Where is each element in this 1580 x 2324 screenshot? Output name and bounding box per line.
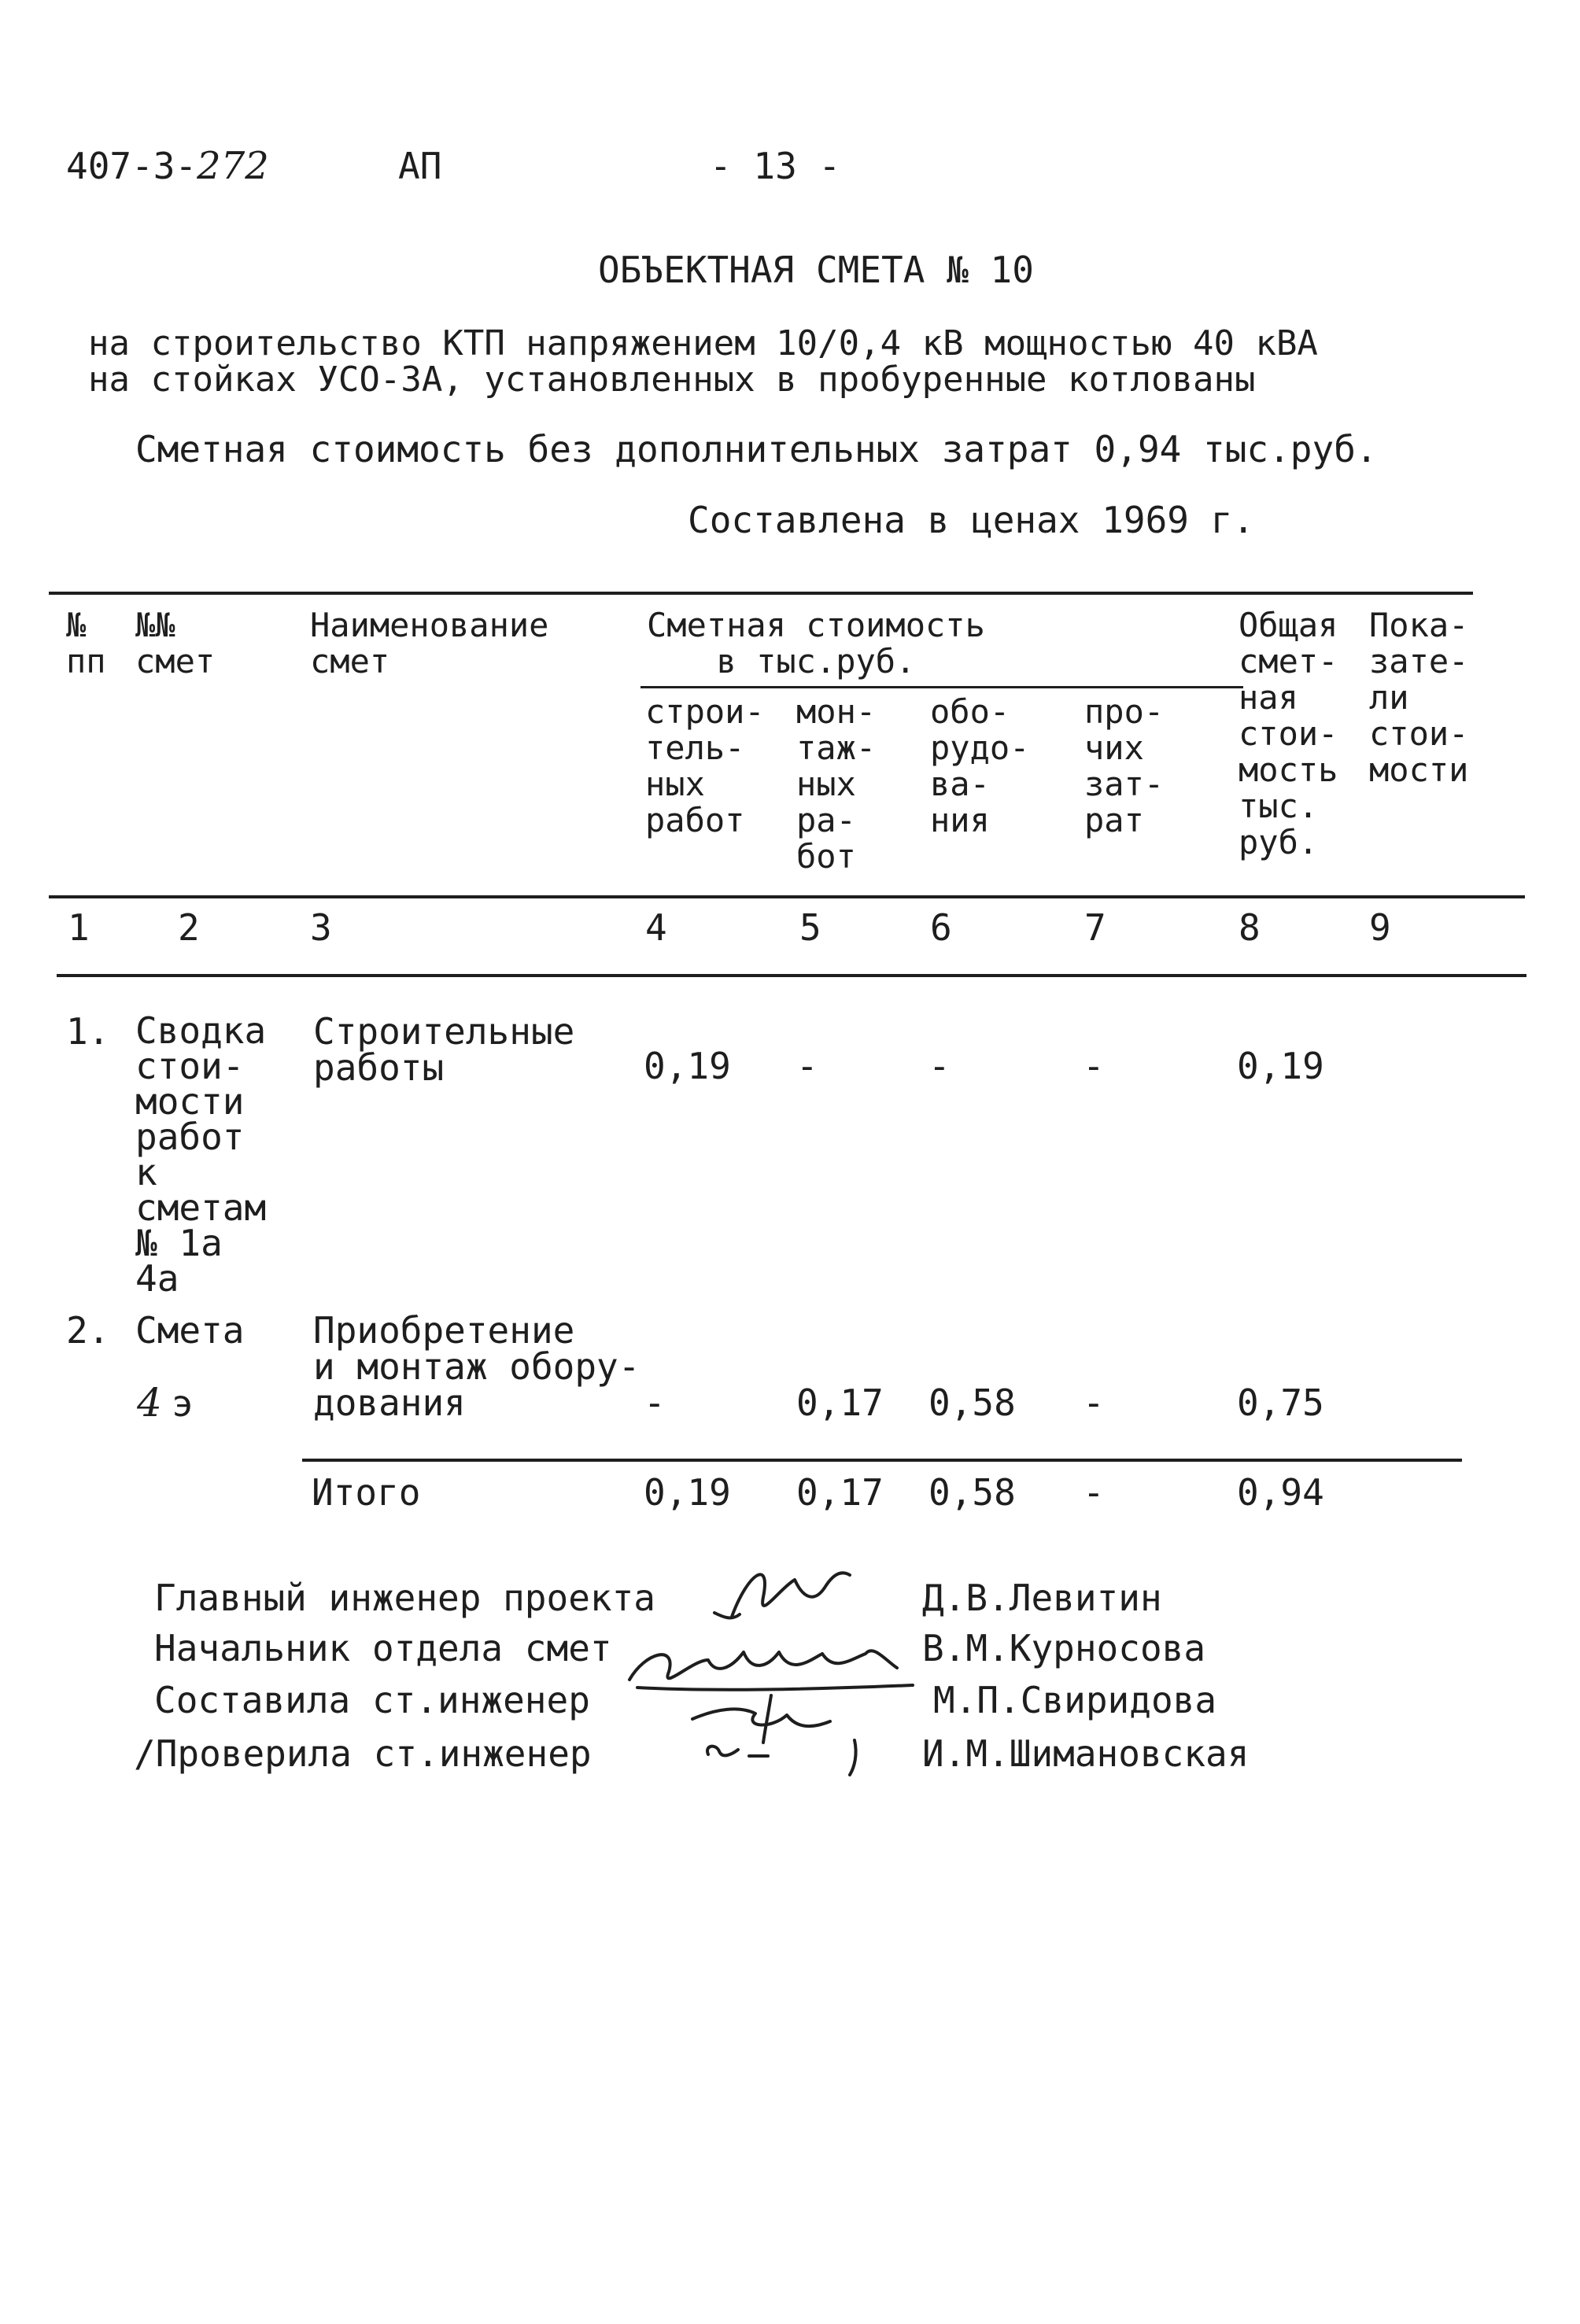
row-other: - <box>1083 1045 1105 1087</box>
signature-role: /Проверила ст.инженер <box>134 1732 592 1775</box>
header-row-number: № пп <box>66 606 106 681</box>
column-number-4: 4 <box>645 906 667 949</box>
doc-code-printed: 407-3- <box>66 145 198 187</box>
total-rule <box>302 1459 1462 1462</box>
column-number-5: 5 <box>799 906 821 949</box>
column-number-6: 6 <box>930 906 952 949</box>
header-equipment: обо- рудо- ва- ния <box>930 692 1030 839</box>
row-number: 1. <box>66 1010 110 1053</box>
column-number-1: 1 <box>68 906 90 949</box>
doc-code <box>66 146 269 186</box>
estimate-cost-line: Сметная стоимость без дополнительных затрат 0,94 тыс.руб. <box>135 428 1378 470</box>
row-estimate-suffix <box>137 1348 194 1426</box>
table-top-rule <box>49 592 1473 595</box>
header-estimate-name: Наименование смет <box>310 606 549 681</box>
signature-role: Главный инженер проекта <box>154 1577 655 1619</box>
header-cost-group: Сметная стоимость в тыс.руб. <box>647 606 985 681</box>
signature-name: М.П.Свиридова <box>933 1679 1217 1721</box>
header-installation: мон- таж- ных ра- бот <box>796 692 877 876</box>
row-construction: - <box>644 1381 666 1424</box>
total-sum: 0,94 <box>1237 1471 1324 1514</box>
column-number-8: 8 <box>1239 906 1261 949</box>
total-other: - <box>1083 1471 1105 1514</box>
row-construction: 0,19 <box>644 1045 731 1087</box>
total-equipment: 0,58 <box>928 1471 1016 1514</box>
column-number-3: 3 <box>310 906 332 949</box>
signature-name: Д.В.Левитин <box>922 1577 1162 1619</box>
header-bottom-rule <box>49 895 1525 898</box>
prices-year-line: Составлена в ценах 1969 г. <box>688 499 1255 541</box>
subtitle-line-2: на стойках УСО-3А, установленных в пробуренные котлованы <box>88 360 1256 400</box>
total-construction: 0,19 <box>644 1471 731 1514</box>
signature-role: Начальник отдела смет <box>154 1627 612 1669</box>
total-label: Итого <box>312 1471 421 1514</box>
subtitle-line-1: на строительство КТП напряжением 10/0,4 кВ мощностью 40 кВА <box>88 323 1318 363</box>
row-name: Приобретение и монтаж обору- дования <box>313 1309 640 1424</box>
row-total: 0,19 <box>1237 1045 1324 1087</box>
document-title: ОБЪЕКТНАЯ СМЕТА № 10 <box>598 249 1034 291</box>
signature-role: Составила ст.инженер <box>154 1679 590 1721</box>
column-number-9: 9 <box>1369 906 1391 949</box>
handwritten-signatures <box>614 1542 944 1778</box>
header-cost-indicators: Пока- зате- ли стои- мости <box>1369 606 1469 789</box>
column-number-7: 7 <box>1084 906 1106 949</box>
column-number-2: 2 <box>178 906 200 949</box>
header-total-cost: Общая смет- ная стои- мость тыс. руб. <box>1239 606 1338 861</box>
section-code: АП <box>398 145 442 187</box>
row-total: 0,75 <box>1237 1381 1324 1424</box>
row-equipment: - <box>928 1045 951 1087</box>
group-header-rule <box>640 686 1243 688</box>
row-equipment: 0,58 <box>928 1381 1016 1424</box>
doc-code-handwritten: 272 <box>197 144 269 188</box>
row-other: - <box>1083 1381 1105 1424</box>
row-estimate: Сводка стои- мости работ к сметам № 1а 4а <box>135 1009 267 1300</box>
row-estimate-handwritten: 4 <box>137 1380 162 1426</box>
row-estimate-letter: э <box>171 1382 194 1425</box>
total-installation: 0,17 <box>796 1471 884 1514</box>
signature-name: В.М.Курносова <box>922 1627 1206 1669</box>
header-other: про- чих зат- рат <box>1084 692 1165 839</box>
row-number: 2. <box>66 1309 110 1352</box>
page-number: - 13 - <box>710 145 841 187</box>
row-installation: 0,17 <box>796 1381 884 1424</box>
signature-name: И.М.Шимановская <box>922 1732 1250 1775</box>
row-name: Строительные работы <box>313 1010 575 1089</box>
header-estimate-number: №№ смет <box>135 606 216 681</box>
row-installation: - <box>796 1045 818 1087</box>
header-construction: строи- тель- ных работ <box>645 692 765 839</box>
row-estimate-prefix: Смета <box>135 1309 245 1352</box>
column-numbers-rule <box>57 974 1526 977</box>
